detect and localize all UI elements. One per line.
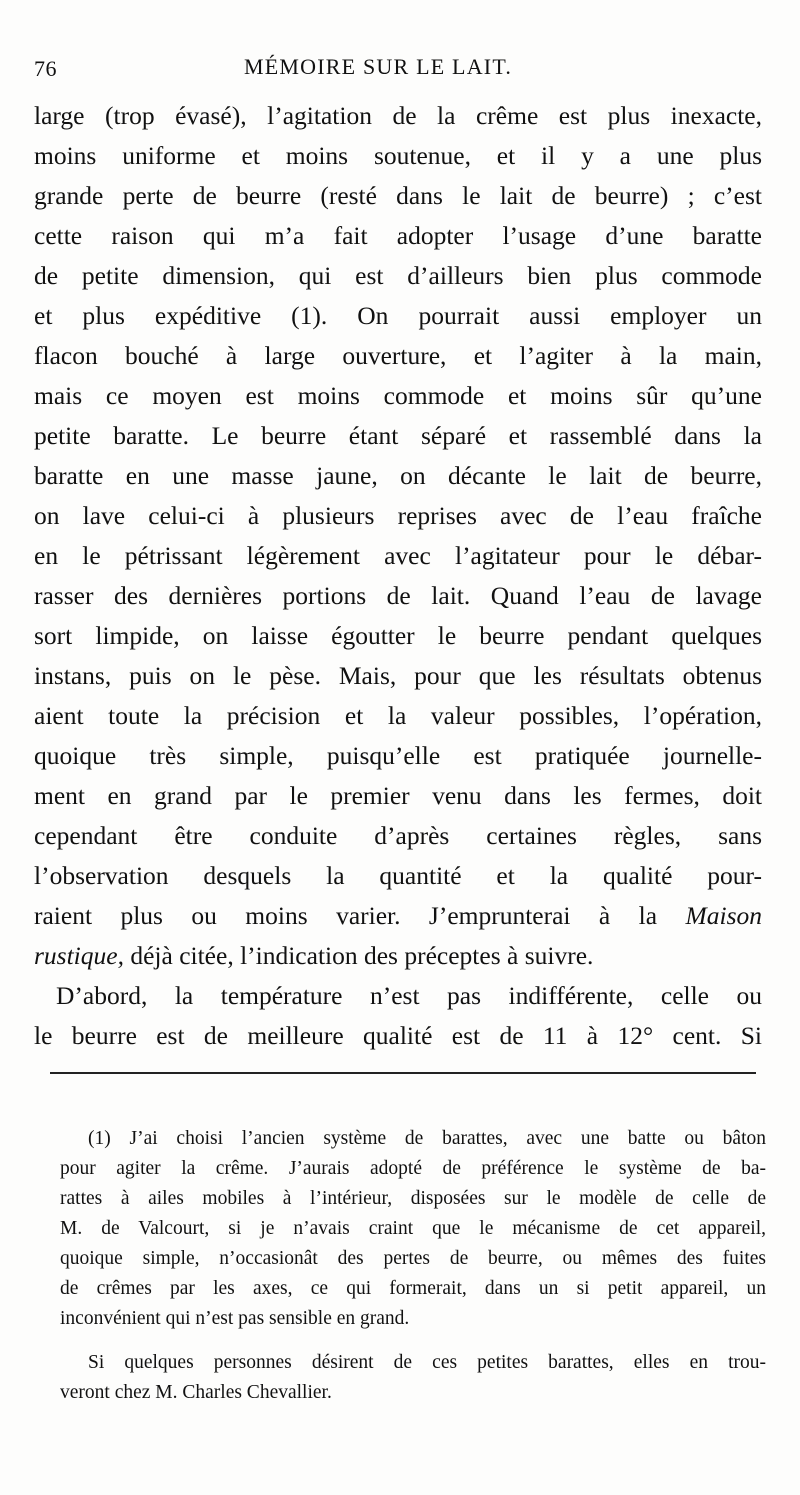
text-fragment: déjà citée, l’indication des préceptes à suivre. [123,941,594,970]
text-line: l’observation desquels la quantité et la qualité pour- [34,861,762,890]
page-number: 76 [34,56,57,81]
footnote-line: rattes à ailes mobiles à l’intérieur, disposées sur le modèle de celle de [60,1188,766,1209]
footnote-line: de crêmes par les axes, ce qui formerait, dans un si petit appareil, un [60,1278,766,1299]
italic-title-fragment: Maison [685,901,762,930]
italic-title-fragment: rustique, [34,941,124,970]
text-line: on lave celui-ci à plusieurs reprises avec de l’eau fraîche [34,501,762,530]
paragraph-start-line: D’abord, la température n’est pas indifférente, celle ou [56,981,762,1010]
footnote-line: pour agiter la crême. J’aurais adopté de préférence le système de ba- [60,1158,766,1179]
text-line: moins uniforme et moins soutenue, et il y a une plus [34,141,762,170]
text-line: cette raison qui m’a fait adopter l’usage d’une baratte [34,221,762,250]
footnote-block [60,1124,766,1408]
text-line: cependant être conduite d’après certaines règles, sans [34,821,762,850]
text-line: le beurre est de meilleure qualité est de 11 à 12° cent. Si [34,1021,762,1050]
footnote-line: Si quelques personnes désirent de ces petites barattes, elles en trou- [88,1352,766,1373]
text-line: et plus expéditive (1). On pourrait aussi employer un [34,301,762,330]
text-line [34,896,762,936]
page-header [34,48,764,84]
main-text [34,96,762,1056]
footnote-line: quoique simple, n’occasionât des pertes de beurre, ou mêmes des fuites [60,1248,766,1269]
text-line: grande perte de beurre (resté dans le lait de beurre) ; c’est [34,181,762,210]
footnote-line: (1) J’ai choisi l’ancien système de barattes, avec une batte ou bâton [88,1128,766,1149]
text-line: rasser des dernières portions de lait. Quand l’eau de lavage [34,581,762,610]
footnote-line: inconvénient qui n’est pas sensible en grand. [60,1308,410,1329]
text-line: sort limpide, on laisse égoutter le beurre pendant quelques [34,621,762,650]
footnote-separator-rule [50,1072,756,1074]
text-line: instans, puis on le pèse. Mais, pour que les résultats obtenus [34,661,762,690]
text-line: flacon bouché à large ouverture, et l’agiter à la main, [34,341,762,370]
text-line: baratte en une masse jaune, on décante le lait de beurre, [34,461,762,490]
text-fragment: raient plus ou moins varier. J’emprunterai à la [34,901,686,930]
text-line: de petite dimension, qui est d’ailleurs bien plus commode [34,261,762,290]
footnote-line: veront chez M. Charles Chevallier. [60,1382,332,1403]
text-line [34,936,762,976]
footnote-line: M. de Valcourt, si je n’avais craint que le mécanisme de cet appareil, [60,1218,766,1239]
running-title: MÉMOIRE SUR LE LAIT. [244,54,513,79]
text-line: en le pétrissant légèrement avec l’agitateur pour le débar- [34,541,762,570]
text-line: petite baratte. Le beurre étant séparé et rassemblé dans la [34,421,762,450]
text-line: mais ce moyen est moins commode et moins sûr qu’une [34,381,762,410]
text-line: quoique très simple, puisqu’elle est pratiquée journelle- [34,741,762,770]
text-line: aient toute la précision et la valeur possibles, l’opération, [34,701,762,730]
text-line: large (trop évasé), l’agitation de la crême est plus inexacte, [34,101,762,130]
text-line: ment en grand par le premier venu dans les fermes, doit [34,781,762,810]
